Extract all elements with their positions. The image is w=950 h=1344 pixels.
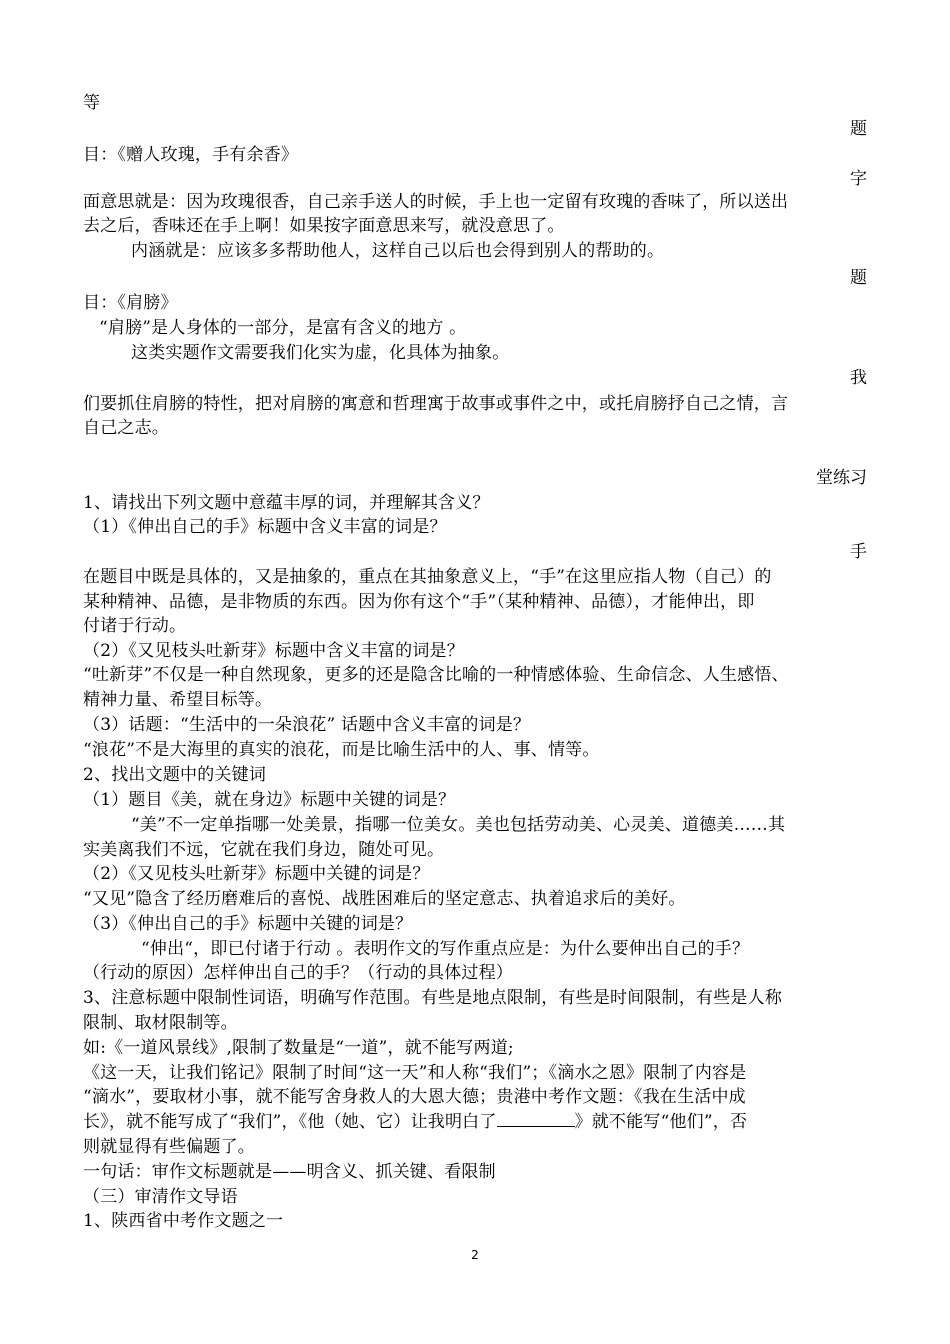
text-line: 内涵就是：应该多多帮助他人，这样自己以后也会得到别人的帮助的。 bbox=[131, 241, 665, 261]
text-line: 1、请找出下列文题中意蕴丰厚的词，并理解其含义？ bbox=[83, 493, 490, 513]
right-fragment: 字 bbox=[850, 169, 867, 189]
text-line: 去之后，香味还在手上啊！如果按字面意思来写，就没意思了。 bbox=[83, 216, 565, 236]
text-line: 这类实题作文需要我们化实为虚，化具体为抽象。 bbox=[131, 343, 510, 363]
text-line: “浪花”不是大海里的真实的浪花，而是比喻生活中的人、事、情等。 bbox=[83, 740, 600, 760]
text-segment: 长》，就不能写成了“我们”，《他（她、它）让我明白了 bbox=[83, 1112, 497, 1132]
right-fragment: 手 bbox=[850, 542, 867, 562]
text-line: 自己之志。 bbox=[83, 418, 169, 438]
text-line: “又见”隐含了经历磨难后的喜悦、战胜困难后的坚定意志、执着追求后的美好。 bbox=[83, 889, 686, 909]
page-number: 2 bbox=[471, 1248, 479, 1262]
text-line: 1、陕西省中考作文题之一 bbox=[83, 1211, 284, 1231]
text-line: 等 bbox=[83, 93, 101, 113]
fill-in-blank bbox=[497, 1112, 575, 1127]
text-line: 一句话：审作文标题就是——明含义、抓关键、看限制 bbox=[83, 1162, 496, 1182]
text-line: （1）题目《美，就在身边》标题中关键的词是？ bbox=[83, 790, 456, 810]
text-line: （3）话题：“生活中的一朵浪花” 话题中含义丰富的词是？ bbox=[83, 715, 531, 735]
text-line: （行动的原因）怎样伸出自己的手？（行动的具体过程） bbox=[83, 963, 513, 983]
text-line: 实美离我们不远，它就在我们身边，随处可见。 bbox=[83, 840, 445, 860]
text-line: （2）《又见枝头吐新芽》标题中含义丰富的词是？ bbox=[83, 641, 464, 661]
text-line: 限制、取材限制等。 bbox=[83, 1013, 238, 1033]
text-line: 目：《赠人玫瑰，手有余香》 bbox=[83, 145, 299, 165]
right-fragment: 题 bbox=[850, 268, 867, 288]
text-line: 如:《一道风景线》,限制了数量是“一道”，就不能写两道; bbox=[83, 1038, 514, 1058]
text-line bbox=[83, 1111, 747, 1133]
text-line: “伸出“，即已付诸于行动 。表明作文的写作重点应是：为什么要伸出自己的手？ bbox=[141, 939, 750, 959]
text-line: “美”不一定单指哪一处美景，指哪一位美女。美也包括劳动美、心灵美、道德美……其 bbox=[131, 815, 786, 835]
right-fragment: 我 bbox=[850, 368, 867, 388]
text-line: 面意思就是：因为玫瑰很香，自己亲手送人的时候，手上也一定留有玫瑰的香味了，所以送出 bbox=[83, 192, 789, 212]
text-line: （2）《又见枝头吐新芽》标题中关键的词是？ bbox=[83, 864, 430, 884]
text-line: 某种精神、品德，是非物质的东西。因为你有这个“手”（某种精神、品德），才能伸出，即 bbox=[83, 592, 755, 612]
text-line: 付诸于行动。 bbox=[83, 616, 187, 636]
text-line: “滴水”，要取材小事，就不能写舍身救人的大恩大德；贵港中考作文题：《我在生活中成 bbox=[83, 1087, 746, 1107]
text-line: 们要抓住肩膀的特性，把对肩膀的寓意和哲理寓于故事或事件之中，或托肩膀抒自己之情，言 bbox=[83, 394, 789, 414]
text-line: （三）审清作文导语 bbox=[83, 1187, 238, 1207]
text-line: 目：《肩膀》 bbox=[83, 293, 178, 313]
text-line: 3、注意标题中限制性词语，明确写作范围。有些是地点限制，有些是时间限制，有些是人称 bbox=[83, 988, 783, 1008]
text-line: “肩膀”是人身体的一部分，是富有含义的地方 。 bbox=[99, 318, 467, 338]
text-line: 则就显得有些偏题了。 bbox=[83, 1137, 255, 1157]
text-segment: 》就不能写“他们”，否 bbox=[574, 1112, 748, 1132]
text-line: 在题目中既是具体的，又是抽象的，重点在其抽象意义上，“手”在这里应指人物（自己）的 bbox=[83, 567, 772, 587]
text-line: 2、找出文题中的关键词 bbox=[83, 765, 267, 785]
text-line: “吐新芽”不仅是一种自然现象，更多的还是隐含比喻的一种情感体验、生命信念、人生感悟、 bbox=[83, 665, 789, 685]
text-line: （3）《伸出自己的手》标题中关键的词是？ bbox=[83, 914, 413, 934]
text-line: （1）《伸出自己的手》标题中含义丰富的词是？ bbox=[83, 517, 447, 537]
right-fragment: 题 bbox=[850, 119, 867, 139]
text-line: 精神力量、希望目标等。 bbox=[83, 690, 273, 710]
text-line: 《这一天，让我们铭记》限制了时间“这一天”和人称“我们”；《滴水之恩》限制了内容是 bbox=[83, 1063, 747, 1083]
right-fragment: 堂练习 bbox=[816, 468, 867, 488]
